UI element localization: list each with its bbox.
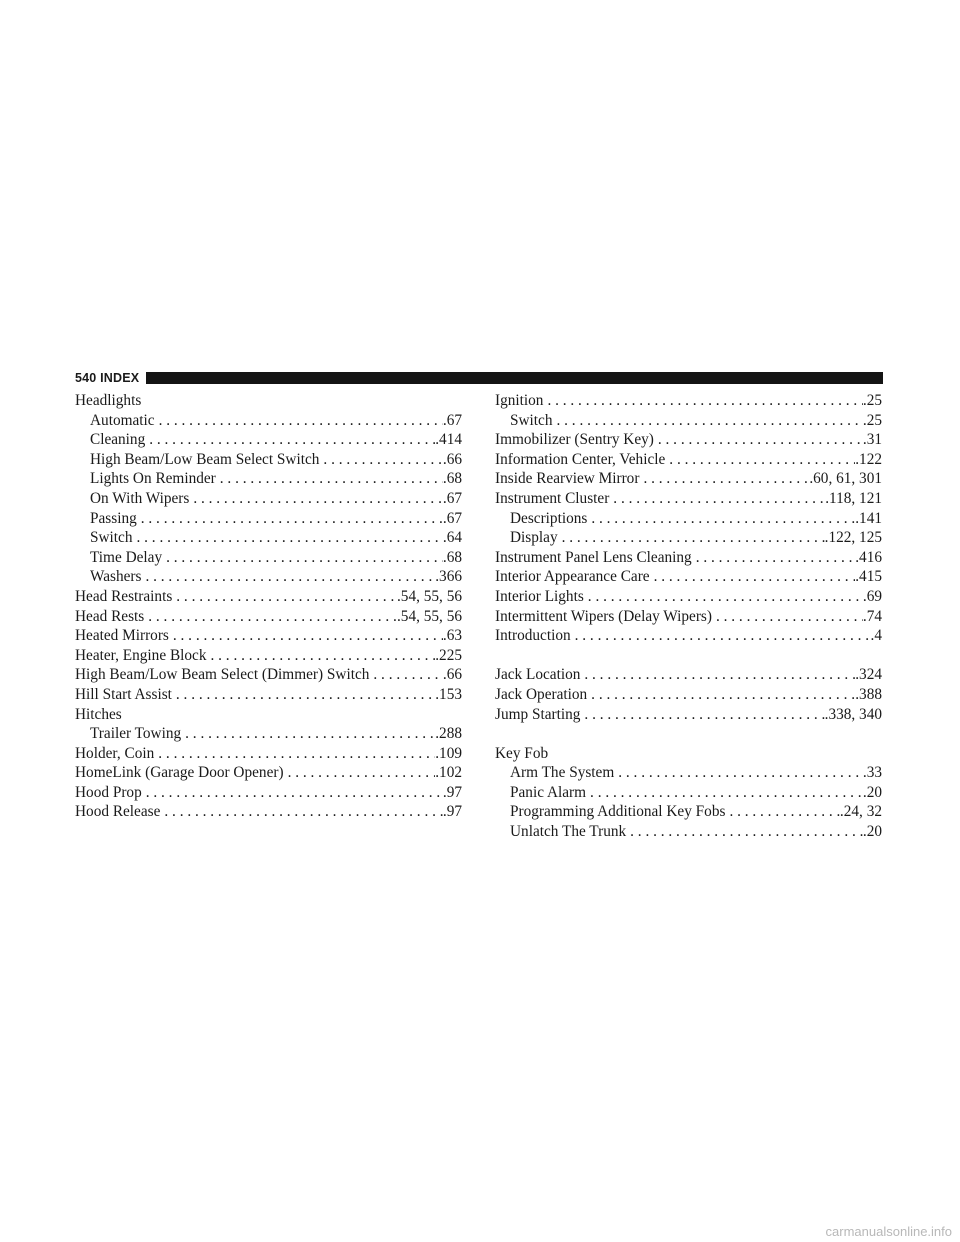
index-page-numbers: .388 [855, 685, 882, 703]
index-entry [495, 391, 882, 411]
index-term: Lights On Reminder [90, 470, 216, 488]
index-page-numbers: .118, 121 [825, 489, 882, 507]
index-term: Time Delay [90, 548, 163, 566]
dot-leader [145, 430, 435, 450]
index-term: Descriptions [510, 509, 588, 527]
index-term: Information Center, Vehicle [495, 450, 666, 468]
dot-leader [609, 489, 825, 509]
index-page-numbers: .415 [855, 568, 882, 586]
page-header [75, 370, 883, 386]
index-entry [75, 391, 462, 411]
index-entry [495, 587, 882, 607]
dot-leader [553, 411, 863, 431]
index-entry [495, 665, 882, 685]
index-entry [495, 744, 882, 764]
header-rule [146, 372, 883, 384]
index-term: Hill Start Assist [75, 685, 172, 703]
dot-leader [587, 685, 855, 705]
index-page-numbers: .54, 55, 56 [396, 587, 462, 605]
index-term: Cleaning [90, 431, 146, 449]
index-entry [495, 548, 882, 568]
index-page-numbers: .25 [862, 392, 882, 409]
index-page-numbers: .122 [855, 450, 882, 468]
index-term: Switch [90, 529, 133, 547]
index-page-numbers: .25 [862, 411, 882, 429]
index-term: Hood Release [75, 803, 161, 821]
index-term: Jack Operation [495, 685, 588, 703]
index-entry [495, 685, 882, 705]
index-entry [495, 469, 882, 489]
index-term: Intermittent Wipers (Delay Wipers) [495, 607, 712, 625]
index-page-numbers: .67 [442, 411, 462, 429]
dot-leader [155, 411, 443, 431]
page-number-section-title: 540 INDEX [75, 371, 140, 385]
index-page-numbers: .33 [862, 764, 882, 782]
index-page-numbers: .54, 55, 56 [396, 607, 462, 625]
index-page-numbers: .97 [442, 783, 462, 801]
dot-leader [189, 489, 443, 509]
index-page-numbers: .20 [862, 823, 882, 841]
index-page-numbers: .68 [442, 470, 462, 488]
dot-leader [586, 783, 863, 803]
index-subentry [75, 489, 462, 509]
dot-leader [580, 665, 855, 685]
dot-leader [712, 607, 863, 627]
index-page-numbers: .20 [862, 783, 882, 801]
index-subentry [495, 509, 882, 529]
index-page-numbers: .97 [442, 803, 462, 821]
index-page-numbers: .66 [442, 666, 462, 684]
index-term: Instrument Panel Lens Cleaning [495, 548, 692, 566]
index-subentry [75, 469, 462, 489]
dot-leader [216, 469, 443, 489]
index-entry [75, 802, 462, 822]
index-page-numbers: .153 [435, 685, 462, 703]
index-page-numbers: .60, 61, 301 [809, 470, 882, 488]
index-subentry [75, 450, 462, 470]
index-page-numbers: .68 [442, 548, 462, 566]
dot-leader [654, 430, 863, 450]
dot-leader [692, 548, 856, 568]
index-term: Immobilizer (Sentry Key) [495, 431, 654, 449]
index-term: Unlatch The Trunk [510, 823, 627, 841]
index-term: Washers [90, 568, 142, 586]
index-entry [75, 665, 462, 685]
dot-leader [587, 509, 855, 529]
index-term: Instrument Cluster [495, 489, 610, 507]
dot-leader [133, 528, 443, 548]
index-subentry [75, 567, 462, 587]
index-page-numbers: .64 [442, 529, 462, 547]
dot-leader [137, 509, 443, 529]
index-term: Headlights [75, 392, 142, 409]
index-page-numbers: .225 [435, 646, 462, 664]
dot-leader [650, 567, 856, 587]
dot-leader [543, 391, 862, 411]
index-subentry [75, 548, 462, 568]
dot-leader [142, 783, 443, 803]
dot-leader [181, 724, 435, 744]
index-term: Arm The System [510, 764, 615, 782]
index-term: Jack Location [495, 666, 581, 684]
index-term: Interior Lights [495, 587, 584, 605]
index-subentry [495, 822, 882, 842]
dot-leader [160, 802, 442, 822]
index-entry [495, 705, 882, 725]
dot-leader [172, 587, 397, 607]
index-term: Heater, Engine Block [75, 646, 207, 664]
index-subentry [495, 528, 882, 548]
index-subentry [75, 411, 462, 431]
index-entry [495, 567, 882, 587]
index-term: Hitches [75, 705, 122, 723]
index-term: Interior Appearance Care [495, 568, 650, 586]
index-page-numbers: .69 [862, 587, 882, 605]
dot-leader [172, 685, 435, 705]
index-subentry [75, 430, 462, 450]
index-page-numbers: .288 [435, 725, 462, 743]
index-term: Holder, Coin [75, 744, 155, 762]
index-term: Display [510, 529, 558, 547]
index-page-numbers: .366 [435, 568, 462, 586]
index-term: Inside Rearview Mirror [495, 470, 640, 488]
dot-leader [319, 450, 442, 470]
dot-leader [639, 469, 809, 489]
watermark-text: carmanualsonline.info [825, 1224, 952, 1239]
index-entry [75, 587, 462, 607]
index-page-numbers: .24, 32 [839, 803, 882, 821]
index-entry [75, 607, 462, 627]
dot-leader [580, 705, 824, 725]
index-term: HomeLink (Garage Door Opener) [75, 764, 284, 782]
index-entry [75, 744, 462, 764]
dot-leader [614, 763, 863, 783]
dot-leader [169, 626, 443, 646]
index-entry [495, 489, 882, 509]
index-page-numbers: .338, 340 [824, 705, 882, 723]
index-page-numbers: .31 [862, 431, 882, 449]
index-term: Programming Additional Key Fobs [510, 803, 726, 821]
index-term: Introduction [495, 627, 571, 645]
index-subentry [75, 724, 462, 744]
index-term: Switch [510, 411, 553, 429]
index-page-numbers: .74 [862, 607, 882, 625]
index-page-numbers: .141 [855, 509, 882, 527]
dot-leader [207, 646, 436, 666]
index-page-numbers: .324 [855, 666, 882, 684]
index-term: Panic Alarm [510, 783, 587, 801]
index-page-numbers: .109 [435, 744, 462, 762]
index-column-left [75, 391, 462, 822]
dot-leader [154, 744, 435, 764]
dot-leader [558, 528, 825, 548]
index-subentry [495, 763, 882, 783]
dot-leader [369, 665, 442, 685]
index-entry [75, 783, 462, 803]
index-term: Jump Starting [495, 705, 581, 723]
index-entry [75, 763, 462, 783]
index-page-numbers: .414 [435, 431, 462, 449]
dot-leader [584, 587, 863, 607]
index-term: High Beam/Low Beam Select Switch [90, 450, 320, 468]
index-subentry [75, 528, 462, 548]
dot-leader [162, 548, 443, 568]
index-term: Trailer Towing [90, 725, 182, 743]
index-subentry [495, 783, 882, 803]
index-term: Head Rests [75, 607, 145, 625]
index-entry [495, 430, 882, 450]
index-page-numbers: .122, 125 [824, 529, 882, 547]
index-subentry [75, 509, 462, 529]
index-entry [495, 607, 882, 627]
index-term: High Beam/Low Beam Select (Dimmer) Switch [75, 666, 370, 684]
dot-leader [725, 802, 839, 822]
index-subentry [495, 411, 882, 431]
dot-leader [144, 607, 397, 627]
dot-leader [571, 626, 871, 646]
index-entry [495, 450, 882, 470]
index-term: Key Fob [495, 744, 549, 762]
dot-leader [141, 567, 435, 587]
dot-leader [665, 450, 855, 470]
index-term: On With Wipers [90, 489, 190, 507]
index-page-numbers: .102 [435, 764, 462, 782]
index-entry [75, 685, 462, 705]
index-term: Hood Prop [75, 783, 142, 801]
index-column-right [495, 391, 882, 842]
dot-leader [626, 822, 863, 842]
dot-leader [284, 763, 436, 783]
index-term: Heated Mirrors [75, 627, 169, 645]
index-page-numbers: .416 [855, 548, 882, 566]
index-entry [75, 646, 462, 666]
index-page-numbers: .67 [442, 509, 462, 527]
index-page-numbers: .67 [442, 489, 462, 507]
index-term: Ignition [495, 392, 544, 409]
index-entry [495, 626, 882, 646]
index-term: Passing [90, 509, 137, 527]
index-entry [75, 626, 462, 646]
index-term: Head Restraints [75, 587, 173, 605]
index-entry [75, 705, 462, 725]
index-page-numbers: .63 [442, 627, 462, 645]
index-page-numbers: .66 [442, 450, 462, 468]
index-subentry [495, 802, 882, 822]
index-term: Automatic [90, 411, 155, 429]
index-page-numbers: .4 [870, 627, 882, 645]
